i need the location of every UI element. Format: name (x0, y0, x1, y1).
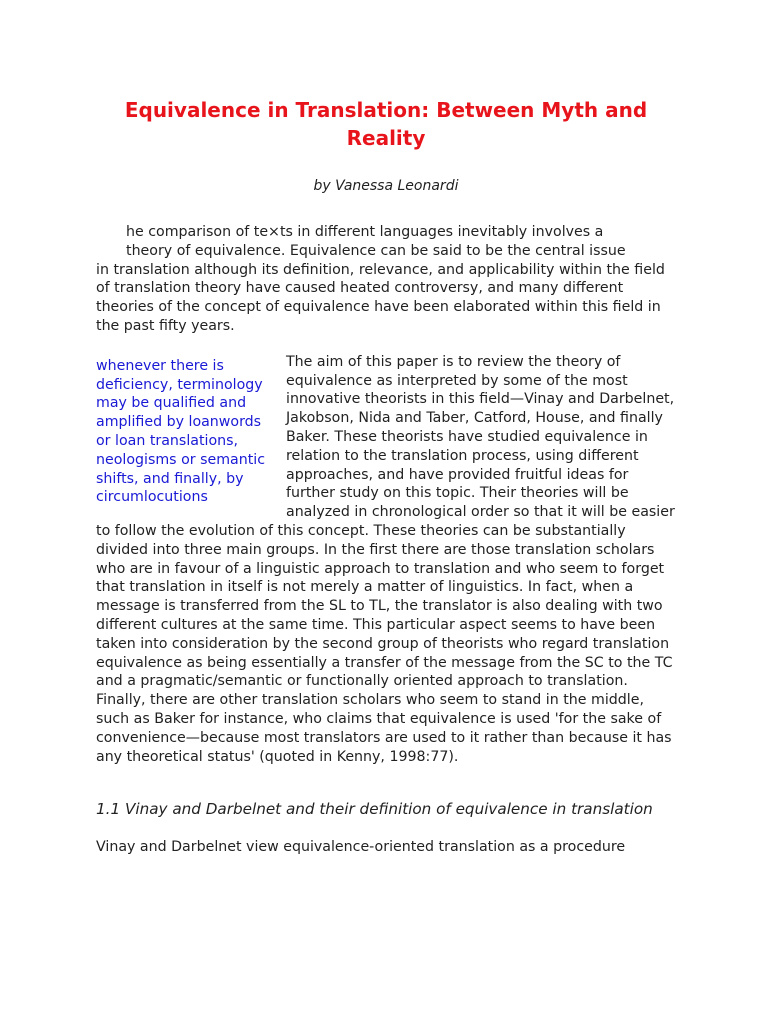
intro-line-2: theory of equivalence. Equivalence can be said to be the central issue (126, 242, 626, 259)
article-title: Equivalence in Translation: Between Myth and Reality (124, 98, 648, 150)
byline: by Vanessa Leonardi (313, 178, 459, 194)
intro-rest: in translation although its definition, relevance, and applicability within the field of translation theory have caused heated controversy, and many different theories of the concept of equivalence have been elaborated within this field in the past fifty years. (96, 261, 665, 334)
pull-quote: whenever there is deficiency, terminology may be qualified and amplified by loanwords or loan translations, neologisms or semantic shifts, and finally, by circumlocutions (96, 357, 266, 506)
intro-paragraph (96, 223, 676, 336)
article (96, 0, 676, 857)
aim-paragraph: The aim of this paper is to review the theory of equivalence as interpreted by some of the most innovative theorists in this field—Vinay and Darbelnet, Jakobson, Nida and Taber, Catford, House, and finally Baker. These theorists have studied equivalence in relation to the translation process, using different approaches, and have provided fruitful ideas for further study on this topic. Their theories will be analyzed in chronological order so that it will be easier to follow the evolution of this concept. These theories can be substantially divided into three main groups. In the first there are those translation scholars who are in favour of a linguistic approach to translation and who seem to forget that translation in itself is not merely a matter of linguistics. In fact, when a message is transferred from the SL to TL, the translator is also dealing with two different cultures at the same time. This particular aspect seems to have been taken into consideration by the second group of theorists who regard translation equivalence as being essentially a transfer of the message from the SC to the TC and a pragmatic/semantic or functionally oriented approach to translation. Finally, there are other translation scholars who seem to stand in the middle, such as Baker for instance, who claims that equivalence is used 'for the sake of convenience—because most translators are used to it rather than because it has any theoretical status' (quoted in Kenny, 1998:77). (96, 353, 675, 765)
intro-line-1: he comparison of te×ts in different languages inevitably involves a (126, 224, 604, 240)
section-paragraph: Vinay and Darbelnet view equivalence-oriented translation as a procedure (96, 839, 626, 856)
section-heading: 1.1 Vinay and Darbelnet and their definition of equivalence in translation (96, 800, 653, 819)
